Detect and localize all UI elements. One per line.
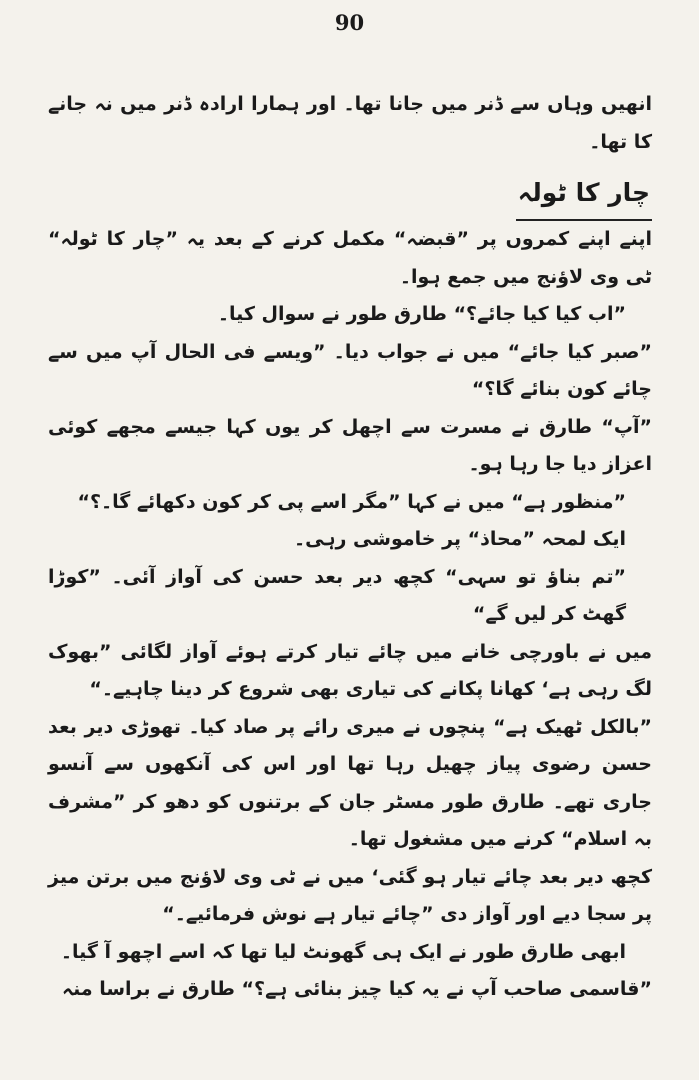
paragraph: ”تم بناؤ تو سہی“ کچھ دیر بعد حسن کی آواز آئی۔ ”کوڑا گھٹ کر لیں گے“ bbox=[48, 565, 626, 625]
paragraph: ”صبر کیا جائے“ میں نے جواب دیا۔ ”ویسے فی الحال آپ میں سے چائے کون بنائے گا؟“ bbox=[48, 340, 652, 400]
page-body bbox=[48, 86, 652, 1009]
paragraph: میں نے باورچی خانے میں چائے تیار کرتے ہوئے آواز لگائی ”بھوک لگ رہی ہے‘ کھانا پکانے کی تیاری بھی شروع کر دینا چاہیے۔“ bbox=[48, 640, 652, 700]
paragraph: ”منظور ہے“ میں نے کہا ”مگر اسے پی کر کون دکھائے گا۔؟“ bbox=[77, 490, 626, 513]
paragraph: ایک لمحہ ”محاذ“ پر خاموشی رہی۔ bbox=[294, 528, 626, 550]
page-number: 90 bbox=[334, 10, 365, 35]
paragraph: ”بالکل ٹھیک ہے“ پنچوں نے میری رائے پر صاد کیا۔ تھوڑی دیر بعد حسن رضوی پیاز چھیل رہا تھا اور اس کی آنکھوں سے آنسو جاری تھے۔ طارق طور مسٹر جان کے برتنوں کو دھو کر ”مشرف بہ اسلام“ کرنے میں مشغول تھا۔ bbox=[48, 715, 652, 850]
chapter-heading-row bbox=[48, 165, 652, 225]
paragraph: ابھی طارق طور نے ایک ہی گھونٹ لیا تھا کہ اسے اچھو آ گیا۔ bbox=[60, 940, 626, 963]
paragraph: کچھ دیر بعد چائے تیار ہو گئی‘ میں نے ٹی وی لاؤنج میں برتن میز پر سجا دیے اور آواز دی ”چائے تیار ہے نوش فرمائیے۔“ bbox=[48, 865, 652, 925]
paragraph: ”قاسمی صاحب آپ نے یہ کیا چیز بنائی ہے؟“ طارق نے براسا منہ bbox=[61, 978, 652, 1000]
paragraph: ”اب کیا کیا جائے؟“ طارق طور نے سوال کیا۔ bbox=[217, 303, 626, 325]
paragraph: انھیں وہاں سے ڈنر میں جانا تھا۔ اور ہمارا ارادہ ڈنر میں نہ جانے کا تھا۔ bbox=[48, 93, 652, 153]
chapter-heading: چار کا ٹولہ bbox=[516, 165, 652, 221]
paragraph: ”آپ“ طارق نے مسرت سے اچھل کر یوں کہا جیسے مجھے کوئی اعزاز دیا جا رہا ہو۔ bbox=[48, 415, 652, 475]
paragraph: اپنے اپنے کمروں پر ”قبضہ“ مکمل کرنے کے بعد یہ ”چار کا ٹولہ“ ٹی وی لاؤنج میں جمع ہوا۔ bbox=[48, 228, 652, 288]
